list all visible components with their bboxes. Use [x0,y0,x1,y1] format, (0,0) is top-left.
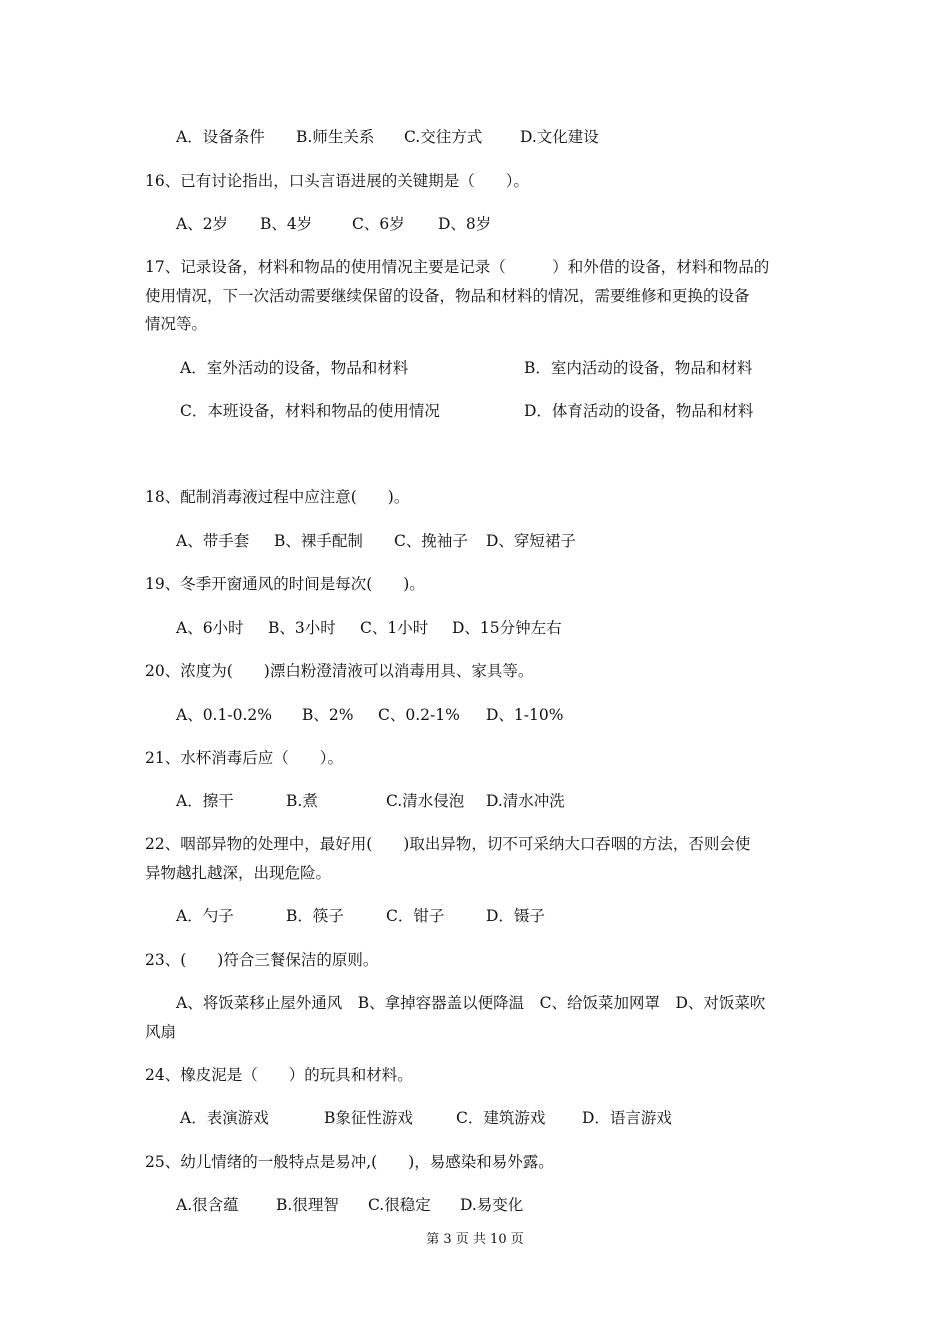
q15-option-c: C.交往方式 [404,128,483,146]
q18-option-c: C、挽袖子 [394,532,468,550]
q24-option-c: C．建筑游戏 [456,1109,546,1127]
q24-option-d: D．语言游戏 [582,1109,672,1127]
q22-option-c: C．钳子 [386,907,445,925]
q21-option-c: C.清水侵泡 [386,792,465,810]
q20-option-b: B、2% [302,706,354,724]
q24-stem: 24、橡皮泥是（ ）的玩具和材料。 [145,1066,413,1084]
q19-option-c: C、1小时 [360,619,429,637]
q18-stem: 18、配制消毒液过程中应注意( )。 [145,488,410,506]
q25-option-a: A.很含蕴 [176,1196,239,1214]
q22-stem-line-2: 异物越扎越深，出现危险。 [145,864,332,882]
q22-option-b: B．筷子 [286,907,344,925]
q21-option-d: D.清水冲洗 [486,792,565,810]
q25-option-b: B.很理智 [276,1196,339,1214]
q23-options-line-2: 风扇 [145,1023,177,1041]
q17-option-c: C．本班设备，材料和物品的使用情况 [180,402,440,420]
q19-option-a: A、6小时 [176,619,244,637]
q17-option-a: A．室外活动的设备，物品和材料 [180,359,409,377]
q21-stem: 21、水杯消毒后应（ ）。 [145,749,343,767]
q16-option-c: C、6岁 [352,215,405,233]
q24-option-a: A．表演游戏 [180,1109,269,1127]
q20-option-c: C、0.2-1% [378,706,460,724]
q18-option-b: B、裸手配制 [274,532,363,550]
q24-option-b: B象征性游戏 [324,1109,413,1127]
q19-option-b: B、3小时 [268,619,336,637]
q17-stem-line-2: 使用情况，下一次活动需要继续保留的设备，物品和材料的情况，需要维修和更换的设备 [145,287,750,305]
q15-option-b: B.师生关系 [296,128,375,146]
q15-option-a: A．设备条件 [176,128,265,146]
q21-option-b: B.煮 [286,792,318,810]
q16-option-a: A、2岁 [176,215,229,233]
q23-options-line-1: A、将饭菜移止屋外通风 B、拿掉容器盖以便降温 C、给饭菜加网罩 D、对饭菜吹 [176,994,766,1012]
q19-stem: 19、冬季开窗通风的时间是每次( )。 [145,575,425,593]
q25-option-c: C.很稳定 [368,1196,431,1214]
q16-option-b: B、4岁 [260,215,313,233]
q20-option-d: D、1-10% [486,706,564,724]
page-number-footer: 第 3 页 共 10 页 [426,1232,524,1247]
q17-option-b: B．室内活动的设备，物品和材料 [524,359,753,377]
q20-option-a: A、0.1-0.2% [176,706,272,724]
q18-option-d: D、穿短裙子 [486,532,576,550]
q23-stem: 23、( )符合三餐保洁的原则。 [145,951,379,969]
q22-stem-line-1: 22、咽部异物的处理中，最好用( )取出异物，切不可采纳大口吞咽的方法，否则会使 [145,835,751,853]
q21-option-a: A．擦干 [176,792,234,810]
q25-option-d: D.易变化 [460,1196,524,1214]
q22-option-d: D．镊子 [486,907,545,925]
q17-stem-line-3: 情况等。 [145,315,208,333]
q22-option-a: A．勺子 [176,907,234,925]
q16-stem: 16、已有讨论指出，口头言语进展的关键期是（ ）。 [145,172,529,190]
q15-option-d: D.文化建设 [520,128,599,146]
q17-stem-line-1: 17、记录设备，材料和物品的使用情况主要是记录（ ）和外借的设备，材料和物品的 [145,258,770,276]
q19-option-d: D、15分钟左右 [452,619,562,637]
q17-option-d: D．体育活动的设备，物品和材料 [524,402,754,420]
q20-stem: 20、浓度为( )漂白粉澄清液可以消毒用具、家具等。 [145,662,534,680]
q25-stem: 25、幼儿情绪的一般特点是易冲,( )，易感染和易外露。 [145,1153,554,1171]
q16-option-d: D、8岁 [438,215,492,233]
q18-option-a: A、带手套 [176,532,250,550]
